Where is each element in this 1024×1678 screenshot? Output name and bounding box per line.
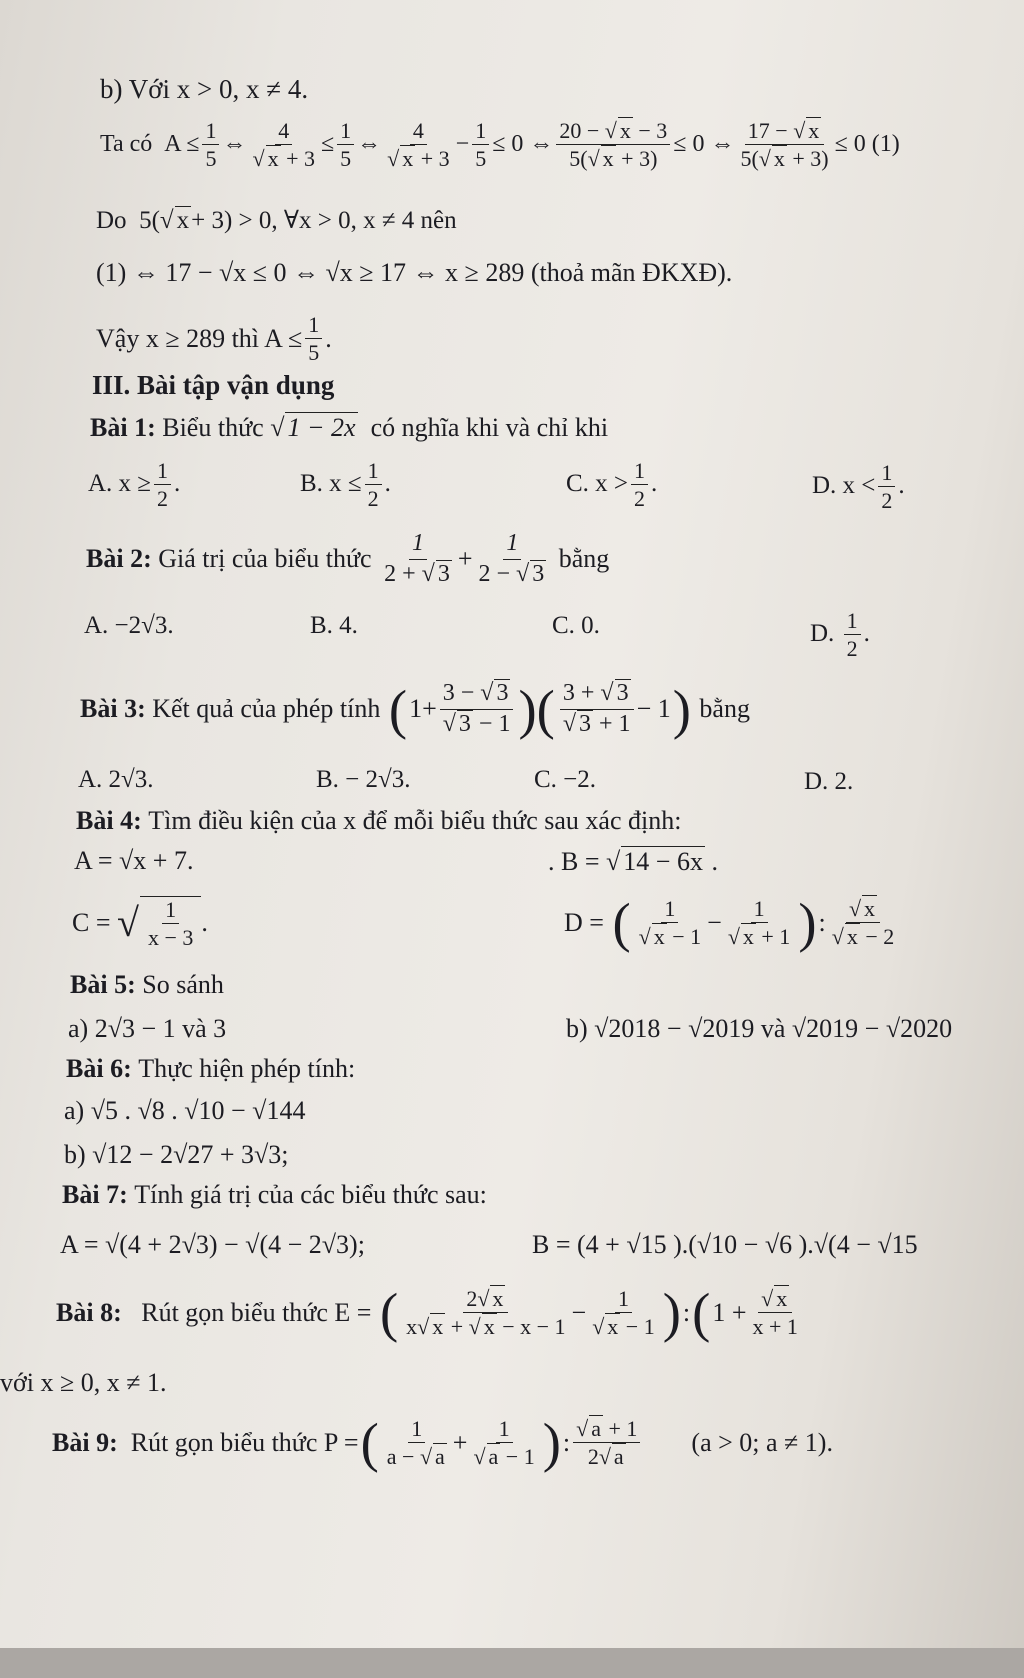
- section-title-text: III. Bài tập vận dụng: [92, 370, 335, 400]
- bai3-text-after: bằng: [699, 694, 750, 724]
- half-num: 1: [631, 458, 648, 485]
- bai4-expr-b-prefix: . B =: [548, 846, 600, 876]
- bai4-expr-d-prefix: D =: [564, 907, 604, 937]
- bai7-expr-a: [60, 1230, 365, 1260]
- do-line: Do 5(√ x + 3) > 0, ∀x > 0, x ≠ 4 nên: [96, 206, 457, 234]
- bai3-option-a: [78, 766, 154, 795]
- half-num: 1: [878, 460, 895, 487]
- bai1-radicand: 1 − 2x: [287, 413, 356, 442]
- bai2-question: Bài 2: Giá trị của biểu thức $\frac{1}{2 + √ 3}$ + $\frac{1}{2 - √ 3}$ bằng: [86, 530, 610, 587]
- bai2-option-c-text: C. 0.: [552, 612, 600, 639]
- half-num: 1: [154, 458, 171, 485]
- frac-den: 5: [308, 340, 320, 366]
- bai6-text: Thực hiện phép tính:: [138, 1054, 356, 1083]
- bai4-expr-c-prefix: C =: [72, 908, 111, 938]
- bai1-option-a: A. x ≥ $\frac{1}{2}$ .: [88, 458, 181, 512]
- half-den: 2: [881, 488, 893, 514]
- half-num: 1: [844, 608, 861, 635]
- do-text: > 0, ∀x > 0, x ≠ 4 nên: [238, 206, 457, 234]
- bai8-condition: [0, 1368, 167, 1398]
- bai5-question: [70, 970, 224, 1000]
- half-num: 1: [365, 458, 382, 485]
- bai6-b-text: b) √12 − 2√27 + 3√3;: [64, 1140, 289, 1169]
- bai7-text: Tính giá trị của các biểu thức sau:: [134, 1180, 487, 1209]
- bai7-expr-b-text: B = (4 + √15 ).(√10 − √6 ).√(4 − √15: [532, 1230, 918, 1259]
- bai2-option-a: [84, 612, 174, 641]
- page-bottom-edge: [0, 1648, 1024, 1678]
- bai9-condition: (a > 0; a ≠ 1).: [691, 1427, 833, 1457]
- bai1-text: Biểu thức: [162, 412, 264, 442]
- bai4-expr-b-radicand: 14 − 6x: [623, 847, 703, 876]
- bai3-question: Bài 3: Kết quả của phép tính ( 1+ $\frac{3 - √ 3}{√ 3 - 1}$ )( $\frac{3 + √ 3}{√ 3 + 1}$ − 1 ) bằng: [80, 678, 750, 740]
- eq-1-mark: (1): [871, 131, 900, 157]
- bai2-option-b-text: B. 4.: [310, 612, 358, 639]
- bai1-option-c-text: C. x >: [566, 470, 629, 498]
- bai5-a: [68, 1014, 226, 1044]
- bai2-option-b: [310, 612, 358, 641]
- bai1-option-c: C. x > $\frac{1}{2}$ .: [566, 458, 658, 512]
- bai4-expr-a-text: A = √x + 7.: [74, 846, 194, 875]
- bai3-option-d-text: D. 2.: [804, 768, 854, 795]
- bai1-option-b-text: B. x ≤: [300, 470, 362, 498]
- bai5-text: So sánh: [142, 970, 224, 999]
- bai3-option-b: [316, 766, 411, 795]
- bai2-option-a-text: A. −2√3.: [84, 612, 174, 639]
- bai2-option-d: D. $\frac{1}{2}$ .: [810, 608, 870, 662]
- bai3-option-c: [534, 766, 596, 795]
- bai7-expr-a-text: A = √(4 + 2√3) − √(4 − 2√3);: [60, 1230, 365, 1259]
- bai3-text: Kết quả của phép tính: [152, 694, 381, 724]
- frac-num: 1: [305, 312, 322, 339]
- bai5-a-text: a) 2√3 − 1 và 3: [68, 1014, 227, 1043]
- bai6-label: Bài 6:: [66, 1054, 132, 1083]
- bai4-text: Tìm điều kiện của x để mỗi biểu thức sau xác định:: [148, 806, 682, 835]
- bai7-expr-b: [532, 1230, 918, 1260]
- bai4-question: [76, 806, 681, 836]
- part-b-intro: [100, 74, 308, 105]
- bai1-option-d-text: D. x <: [812, 472, 876, 500]
- conclusion-text: Vậy x ≥ 289 thì A ≤: [96, 323, 303, 353]
- bai3-option-c-text: C. −2.: [534, 766, 597, 793]
- bai6-b: [64, 1140, 289, 1170]
- bai1-option-b: B. x ≤ $\frac{1}{2}$ .: [300, 458, 391, 512]
- bai6-a: [64, 1096, 305, 1126]
- half-den: 2: [367, 486, 379, 512]
- bai5-label: Bài 5:: [70, 970, 136, 999]
- bai4-expr-b: . B = √ 14 − 6x .: [548, 846, 718, 876]
- bai8-text: Rút gọn biểu thức E =: [141, 1297, 372, 1327]
- bai2-text: Giá trị của biểu thức: [158, 544, 372, 574]
- bai5-b-text: b) √2018 − √2019 và √2019 − √2020: [566, 1014, 953, 1043]
- half-den: 2: [157, 486, 169, 512]
- bai4-expr-d: D = ( $\frac{1}{√ x - 1}$ − $\frac{1}{√ x + 1}$ ) : $\frac{√ x}{√ x - 2}$: [564, 892, 895, 954]
- section-title: [92, 370, 334, 401]
- conclusion-line: Vậy x ≥ 289 thì A ≤ $\frac{1}{5}$ .: [96, 312, 332, 366]
- bai2-option-c: [552, 612, 600, 641]
- bai9-text: Rút gọn biểu thức P =: [130, 1427, 359, 1457]
- bai8-label: Bài 8:: [56, 1297, 122, 1327]
- bai3-label: Bài 3:: [80, 694, 146, 724]
- bai3-option-d: [804, 768, 853, 797]
- bai8-condition-text: với x ≥ 0, x ≠ 1.: [0, 1368, 167, 1397]
- bai8-question: Bài 8: Rút gọn biểu thức E = ( $\frac{2√ x}{x√ x + √ x - x - 1}$ − $\frac{1}{√ x - 1}$ ) : ( 1 + $\frac{√ x}{x + 1}$: [56, 1282, 798, 1344]
- bai9-label: Bài 9:: [52, 1427, 118, 1457]
- part-b-intro-text: b) Với x > 0, x ≠ 4.: [100, 74, 309, 104]
- bai6-a-text: a) √5 . √8 . √10 − √144: [64, 1096, 306, 1125]
- bai7-label: Bài 7:: [62, 1180, 128, 1209]
- half-den: 2: [634, 486, 646, 512]
- bai9-question: Bài 9: Rút gọn biểu thức P = ( $\frac{1}{a - √ a}$ + $\frac{1}{√ a - 1}$ ) : $\frac{√ a + 1}{2√ a}$ (a > 0; a ≠ 1).: [52, 1412, 833, 1474]
- step1-line: [96, 258, 732, 288]
- bai4-label: Bài 4:: [76, 806, 142, 835]
- bai1-text-after: có nghĩa khi và chỉ khi: [370, 412, 609, 442]
- bai4-expr-c: C = √ $\frac{1}{x - 3}$ .: [72, 897, 208, 951]
- step1-text: (1) ⇔ 17 − √x ≤ 0 ⇔ √x ≥ 17 ⇔ x ≥ 289 (thoả mãn ĐKXĐ).: [96, 258, 733, 287]
- bai2-label: Bài 2:: [86, 544, 152, 574]
- bai5-b: [566, 1014, 952, 1044]
- bai6-question: [66, 1054, 355, 1084]
- ta-co-label: Ta có: [100, 131, 153, 157]
- bai2-text-after: bằng: [558, 544, 610, 574]
- bai1-option-d: D. x < $\frac{1}{2}$ .: [812, 460, 905, 514]
- bai2-option-d-text: D.: [810, 620, 835, 648]
- half-den: 2: [846, 636, 858, 662]
- bai3-option-b-text: B. − 2√3.: [316, 766, 411, 793]
- bai1-question: Bài 1: Biểu thức √ 1 − 2x có nghĩa khi và chỉ khi: [90, 412, 609, 442]
- bai7-question: [62, 1180, 487, 1210]
- bai4-expr-a: [74, 846, 193, 876]
- bai3-option-a-text: A. 2√3.: [78, 766, 154, 793]
- bai1-label: Bài 1:: [90, 412, 156, 442]
- ta-co-line: Ta có A ≤ $\frac{1}{5}$ ⇔ $\frac{4}{√ x + 3}$ ≤ $\frac{1}{5}$ ⇔ $\frac{4}{√ x + 3}$ − $\frac{1}{5}$ ≤ 0 ⇔ $\frac{20 - √ x - 3}{5(√ x + 3)}$ ≤ 0 ⇔ $\frac{17 - √ x}{5(√ x + 3)}$ ≤ 0 (1): [100, 118, 900, 172]
- bai1-option-a-text: A. x ≥: [88, 470, 152, 498]
- do-label: Do: [96, 206, 127, 234]
